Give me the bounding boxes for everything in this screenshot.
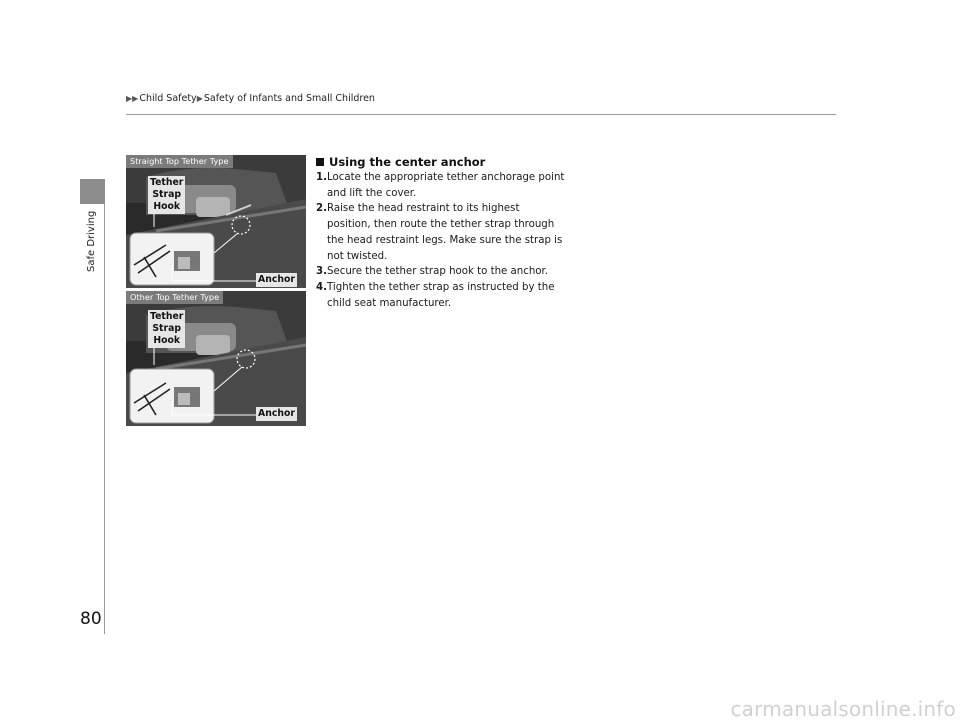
chapter-tab-label: Safe Driving	[86, 210, 97, 272]
breadcrumb-item-child-safety[interactable]: Child Safety	[139, 93, 197, 104]
breadcrumb-arrows-icon: ▶▶	[126, 94, 139, 103]
figure-tag: Straight Top Tether Type	[126, 155, 233, 168]
callout-tether-strap-hook: Tether Strap Hook	[150, 177, 184, 212]
step-text: Secure the tether strap hook to the anchor.	[327, 266, 549, 278]
header-divider	[126, 114, 836, 115]
watermark: carmanualsonline.info	[730, 697, 956, 721]
callout-tether-strap-hook: Tether Strap Hook	[150, 311, 184, 346]
breadcrumb-item-safety-infants[interactable]: Safety of Infants and Small Children	[203, 93, 375, 104]
callout-anchor: Anchor	[258, 408, 295, 419]
step-item	[316, 170, 566, 201]
figure-straight-top-tether	[126, 155, 306, 288]
step-text: Raise the head restraint to its highest position, then route the tether strap through the head restraint legs. Make sure the strap is not twisted.	[327, 203, 563, 262]
figure-illustration	[126, 155, 306, 288]
callout-anchor: Anchor	[258, 274, 295, 285]
step-number: 1.	[316, 172, 327, 183]
step-text: Tighten the tether strap as instructed by the child seat manufacturer.	[327, 281, 555, 309]
figure-other-top-tether	[126, 291, 306, 426]
step-number: 2.	[316, 203, 327, 215]
step-item	[316, 280, 566, 311]
instruction-steps	[316, 170, 566, 311]
page-number: 80	[80, 609, 102, 629]
breadcrumb	[126, 93, 375, 104]
step-item	[316, 201, 566, 264]
section-title-text: Using the center anchor	[329, 155, 486, 169]
step-item	[316, 264, 566, 280]
step-text: Locate the appropriate tether anchorage point and lift the cover.	[327, 172, 565, 199]
section-bullet-icon	[316, 158, 324, 166]
chapter-tab-marker	[80, 179, 105, 204]
step-number: 3.	[316, 266, 327, 278]
figure-tag: Other Top Tether Type	[126, 291, 223, 304]
section-title	[316, 155, 485, 169]
breadcrumb-separator-icon: ▶	[196, 94, 203, 103]
step-number: 4.	[316, 281, 327, 293]
side-divider	[104, 204, 105, 634]
